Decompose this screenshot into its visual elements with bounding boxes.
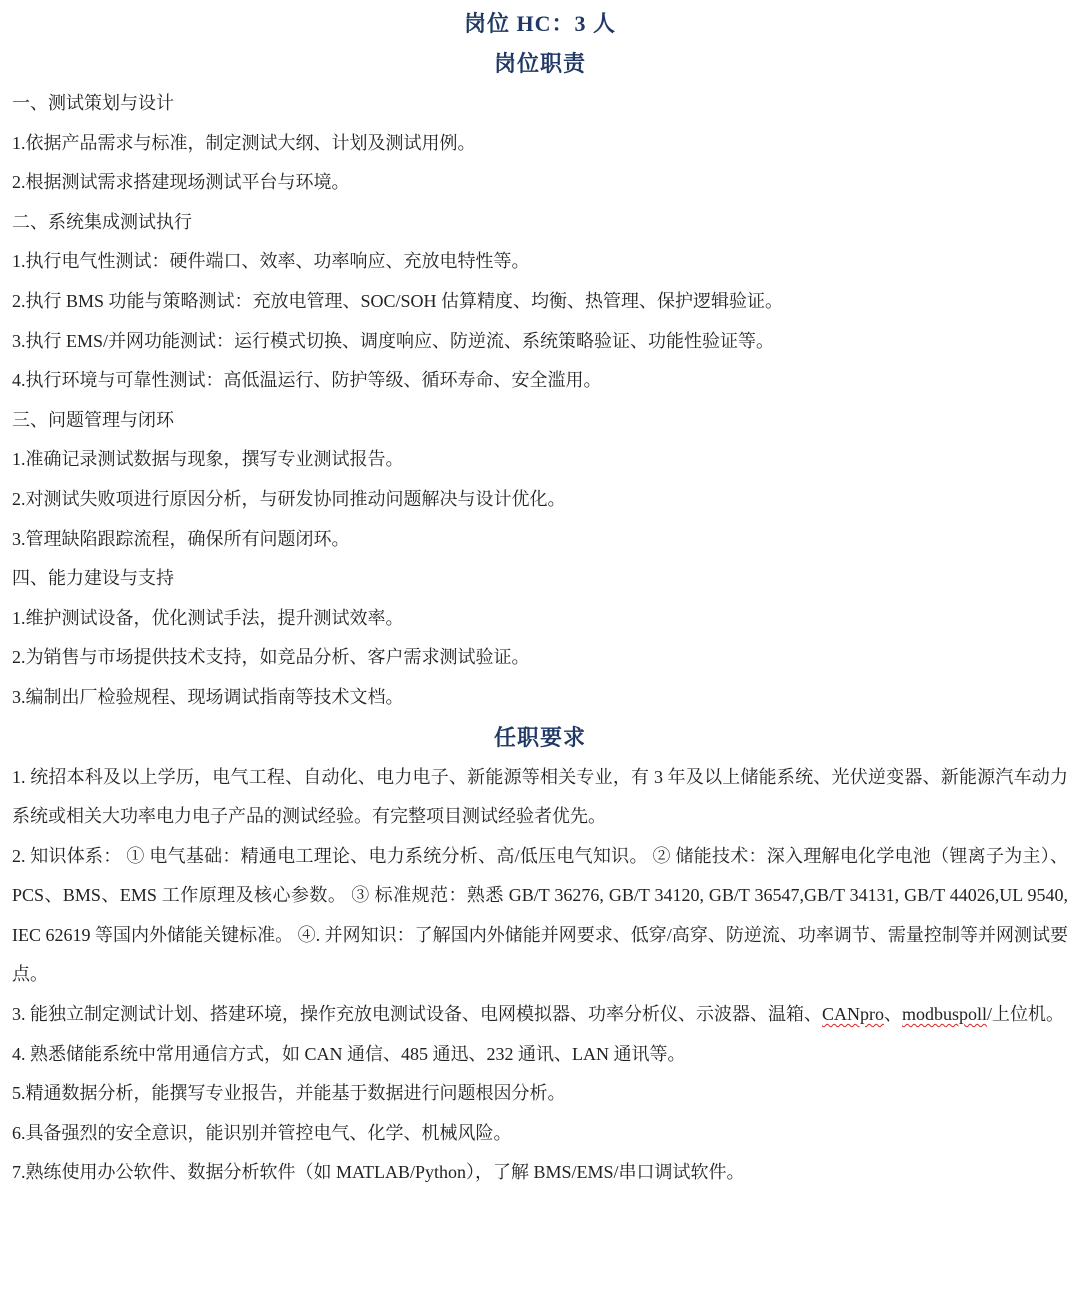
requirements-heading: 任职要求	[493, 724, 586, 750]
duty-item: 3.编制出厂检验规程、现场调试指南等技术文档。	[12, 686, 404, 707]
duty-item: 1.维护测试设备，优化测试手法，提升测试效率。	[12, 607, 404, 628]
requirement-item: 4. 熟悉储能系统中常用通信方式，如 CAN 通信、485 通迅、232 通讯、LAN 通讯等。	[12, 1043, 686, 1064]
duty-item: 2.为销售与市场提供技术支持，如竞品分析、客户需求测试验证。	[12, 647, 530, 668]
requirement-item: 2. 知识体系： ① 电气基础：精通电工理论、电力系统分析、高/低压电气知识。 ② 储能技术：深入理解电化学电池（锂离子为主）、PCS、BMS、EMS 工作原理及核心参数。 ③ 标准规范：熟悉 GB/T 36276, GB/T 34120, GB/T 36547,GB/T 34131, GB/T 44026,UL 9540, IEC 62619 等国内外储能关键标准。 ④. 并网知识：了解国内外储能并网要求、低穿/高穿、防逆流、功率调节、需量控制等并网测试要点。	[12, 845, 1068, 985]
duty-item: 3.执行 EMS/并网功能测试：运行模式切换、调度响应、防逆流、系统策略验证、功能性验证等。	[12, 330, 775, 351]
duties-section-capability-building	[12, 559, 1068, 717]
requirement-item: 6.具备强烈的安全意识，能识别并管控电气、化学、机械风险。	[12, 1122, 512, 1143]
requirements-list	[12, 758, 1068, 1194]
requirement-text: 3. 能独立制定测试计划、搭建环境，操作充放电测试设备、电网模拟器、功率分析仪、示波器、温箱、	[12, 1004, 822, 1025]
duties-section-testing-planning	[12, 84, 1068, 203]
section-title: 四、能力建设与支持	[12, 568, 174, 589]
duty-item: 1.依据产品需求与标准，制定测试大纲、计划及测试用例。	[12, 132, 476, 153]
separator: 、	[884, 1004, 902, 1025]
duties-section-issue-management	[12, 401, 1068, 559]
duties-section-system-testing	[12, 203, 1068, 401]
duty-item: 1.执行电气性测试：硬件端口、效率、功率响应、充放电特性等。	[12, 251, 530, 272]
duty-item: 1.准确记录测试数据与现象，撰写专业测试报告。	[12, 449, 404, 470]
duty-item: 4.执行环境与可靠性测试：高低温运行、防护等级、循环寿命、安全滥用。	[12, 370, 602, 391]
requirement-text: /上位机。	[987, 1004, 1065, 1025]
duty-item: 2.根据测试需求搭建现场测试平台与环境。	[12, 172, 350, 193]
section-title: 二、系统集成测试执行	[12, 211, 192, 232]
duty-item: 2.执行 BMS 功能与策略测试：充放电管理、SOC/SOH 估算精度、均衡、热管理、保护逻辑验证。	[12, 290, 784, 311]
requirement-item: 1. 统招本科及以上学历，电气工程、自动化、电力电子、新能源等相关专业，有 3 年及以上储能系统、光伏逆变器、新能源汽车动力系统或相关大功率电力电子产品的测试经验。有完整项目测试经验者优先。	[12, 766, 1068, 827]
requirement-item	[12, 995, 1068, 1035]
headcount-title: 岗位 HC：3 人	[463, 11, 616, 36]
section-title: 一、测试策划与设计	[12, 93, 174, 113]
duty-item: 3.管理缺陷跟踪流程，确保所有问题闭环。	[12, 528, 350, 549]
tool-name-modbuspoll: modbuspoll	[902, 1004, 988, 1025]
tool-name-canpro: CANpro	[822, 1004, 884, 1025]
requirement-item: 7.熟练使用办公软件、数据分析软件（如 MATLAB/Python），了解 BMS/EMS/串口调试软件。	[12, 1162, 745, 1183]
requirement-item: 5.精通数据分析，能撰写专业报告，并能基于数据进行问题根因分析。	[12, 1083, 566, 1104]
duty-item: 2.对测试失败项进行原因分析，与研发协同推动问题解决与设计优化。	[12, 488, 566, 509]
duties-heading: 岗位职责	[493, 51, 586, 76]
section-title: 三、问题管理与闭环	[12, 409, 174, 430]
